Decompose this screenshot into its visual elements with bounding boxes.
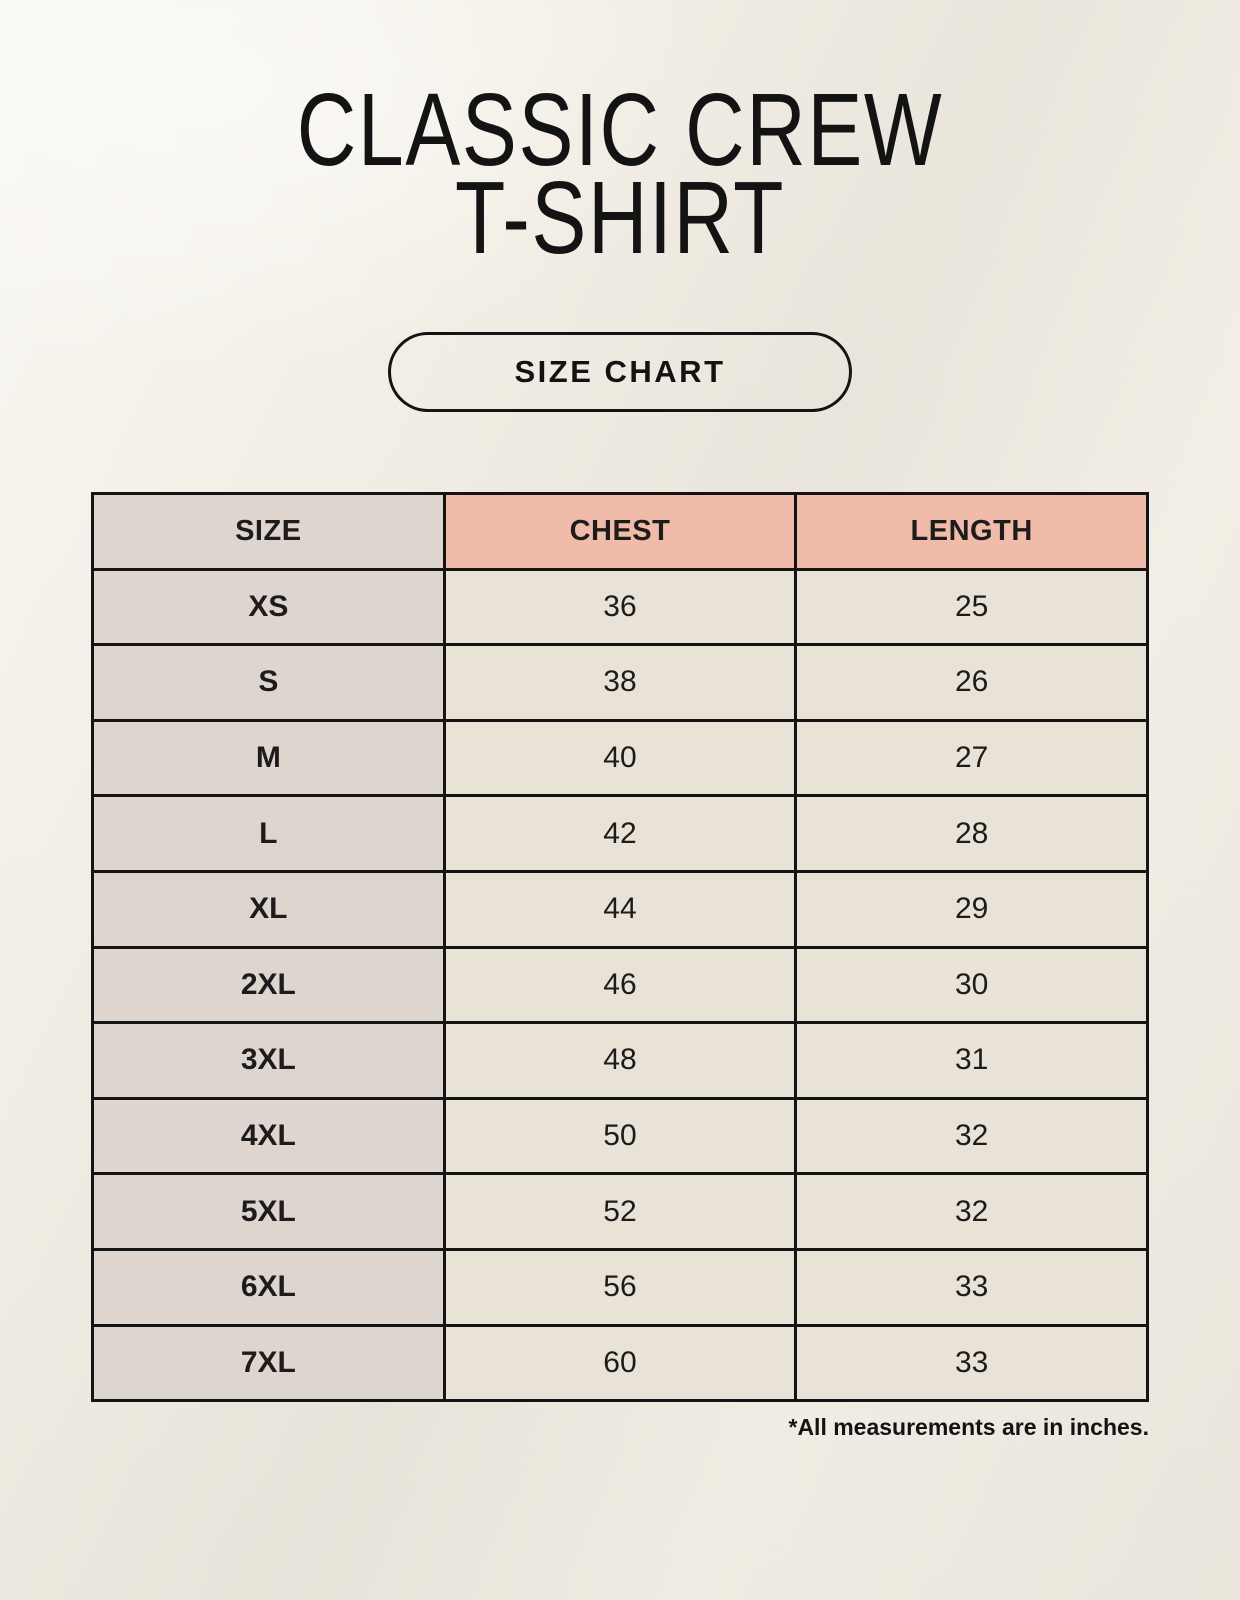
length-cell: 26 [796,645,1148,721]
size-table-header [93,494,1148,570]
chest-cell: 50 [444,1098,796,1174]
column-header-length: LENGTH [796,494,1148,570]
length-cell: 33 [796,1325,1148,1401]
length-cell: 30 [796,947,1148,1023]
size-cell: 4XL [93,1098,445,1174]
column-header-chest: CHEST [444,494,796,570]
size-cell: 2XL [93,947,445,1023]
chest-cell: 38 [444,645,796,721]
table-row [93,871,1148,947]
header-row [93,494,1148,570]
column-header-size: SIZE [93,494,445,570]
chest-cell: 48 [444,1023,796,1099]
table-row [93,645,1148,721]
table-row [93,720,1148,796]
size-chart-badge [388,332,852,412]
table-row [93,947,1148,1023]
page-title [296,72,944,275]
size-chart-badge-label: SIZE CHART [514,354,726,389]
chest-cell: 44 [444,871,796,947]
size-table [91,492,1149,1402]
table-row [93,1174,1148,1250]
measurement-footnote: *All measurements are in inches. [788,1414,1149,1441]
size-cell: 5XL [93,1174,445,1250]
table-row [93,1098,1148,1174]
size-table-body [93,569,1148,1401]
chest-cell: 42 [444,796,796,872]
table-row [93,569,1148,645]
length-cell: 28 [796,796,1148,872]
length-cell: 29 [796,871,1148,947]
page-title-line2: T-SHIRT [454,160,786,275]
length-cell: 32 [796,1098,1148,1174]
chest-cell: 56 [444,1249,796,1325]
size-cell: XL [93,871,445,947]
size-cell: L [93,796,445,872]
chest-cell: 40 [444,720,796,796]
chest-cell: 52 [444,1174,796,1250]
table-row [93,1023,1148,1099]
table-row [93,796,1148,872]
size-cell: 3XL [93,1023,445,1099]
size-cell: S [93,645,445,721]
length-cell: 31 [796,1023,1148,1099]
size-cell: XS [93,569,445,645]
table-row [93,1249,1148,1325]
size-cell: M [93,720,445,796]
size-cell: 6XL [93,1249,445,1325]
length-cell: 27 [796,720,1148,796]
table-row [93,1325,1148,1401]
length-cell: 33 [796,1249,1148,1325]
length-cell: 32 [796,1174,1148,1250]
chest-cell: 46 [444,947,796,1023]
chest-cell: 36 [444,569,796,645]
page-title-line1: CLASSIC CREW [296,72,944,187]
size-cell: 7XL [93,1325,445,1401]
length-cell: 25 [796,569,1148,645]
chest-cell: 60 [444,1325,796,1401]
